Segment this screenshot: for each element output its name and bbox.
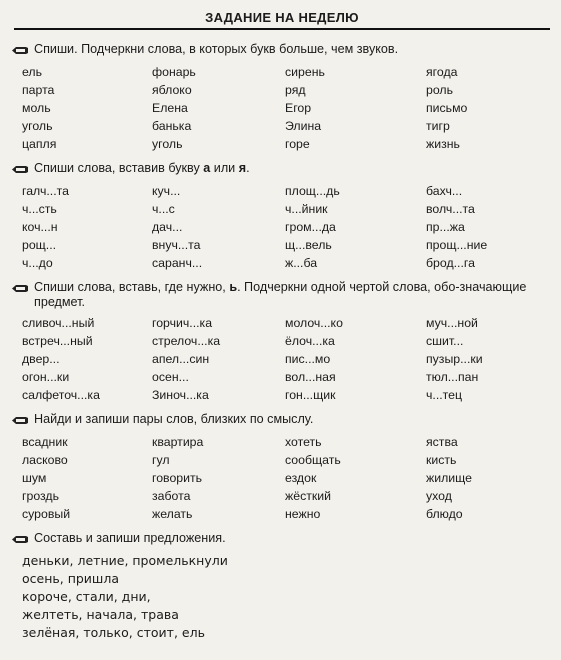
word-item: моль (22, 101, 51, 115)
word-item: кисть (426, 453, 457, 467)
word-item: горчич...ка (152, 316, 213, 330)
word-item: ч...до (22, 256, 53, 270)
exercise-2-word-grid (12, 182, 552, 272)
word-item: осен... (152, 370, 189, 384)
exercise-5 (12, 531, 552, 642)
page-title: ЗАДАНИЕ НА НЕДЕЛЮ (14, 10, 550, 30)
word-item: Егор (285, 101, 312, 115)
exercise-1-instruction-row (12, 42, 552, 59)
sentence-words: короче, стали, дни, (22, 589, 151, 604)
word-item: роль (426, 83, 453, 97)
word-item: ж...ба (285, 256, 318, 270)
word-item: яства (426, 435, 458, 449)
exercise-5-instruction-row (12, 531, 552, 548)
pencil-icon (12, 414, 28, 429)
word-item: сливоч...ный (22, 316, 95, 330)
sentence-words: зелёная, только, стоит, ель (22, 625, 205, 640)
word-item: сшит... (426, 334, 464, 348)
sentence-words: осень, пришла (22, 571, 120, 586)
word-item: фонарь (152, 65, 196, 79)
exercise-3 (12, 280, 552, 404)
worksheet-page (12, 10, 552, 650)
word-item: ель (22, 65, 43, 79)
word-item: ч...тец (426, 388, 463, 402)
pencil-icon (12, 44, 28, 59)
exercise-1-instruction: Спиши. Подчеркни слова, в которых букв больше, чем звуков. (34, 42, 399, 56)
exercise-5-sentence-list (12, 552, 552, 642)
word-item: ласково (22, 453, 68, 467)
pencil-icon (12, 533, 28, 548)
word-item: внуч...та (152, 238, 201, 252)
word-item: дач... (152, 220, 183, 234)
word-item: встреч...ный (22, 334, 93, 348)
word-item: горе (285, 137, 310, 151)
word-item: ч...йник (285, 202, 328, 216)
word-item: апел...син (152, 352, 210, 366)
exercise-4 (12, 412, 552, 523)
word-item: Зиноч...ка (152, 388, 209, 402)
word-item: суровый (22, 507, 71, 521)
exercise-3-instruction-row (12, 280, 552, 310)
word-item: бахч... (426, 184, 463, 198)
word-item: брод...га (426, 256, 475, 270)
word-item: яблоко (152, 83, 192, 97)
word-item: тигр (426, 119, 450, 133)
word-item: ездок (285, 471, 317, 485)
word-item: сирень (285, 65, 325, 79)
word-item: гром...да (285, 220, 336, 234)
word-item: вол...ная (285, 370, 336, 384)
word-item: письмо (426, 101, 468, 115)
exercise-3-instruction (34, 280, 552, 310)
exercise-2 (12, 161, 552, 272)
word-item: парта (22, 83, 55, 97)
word-item: желать (152, 507, 193, 521)
word-item: стрелоч...ка (152, 334, 221, 348)
word-item: куч... (152, 184, 181, 198)
exercise-4-word-grid (12, 433, 552, 523)
word-item: огон...ки (22, 370, 70, 384)
word-item: блюдо (426, 507, 463, 521)
letter-a: а (203, 161, 211, 175)
exercise-1 (12, 42, 552, 153)
exercise-1-word-grid (12, 63, 552, 153)
word-item: двер... (22, 352, 60, 366)
word-item: жизнь (426, 137, 460, 151)
letter-soft-sign: ь (229, 280, 238, 294)
exercise-5-instruction: Составь и запиши предложения. (34, 531, 226, 545)
word-item: ряд (285, 83, 306, 97)
word-item: уход (426, 489, 452, 503)
word-item: ч...сть (22, 202, 57, 216)
word-item: муч...ной (426, 316, 478, 330)
word-item: пузыр...ки (426, 352, 483, 366)
word-item: ч...с (152, 202, 175, 216)
word-item: пис...мо (285, 352, 331, 366)
letter-ya: я (238, 161, 247, 175)
instruction-text: Спиши слова, вставь, где нужно, (34, 280, 230, 294)
instruction-text: . (246, 161, 250, 175)
word-item: шум (22, 471, 47, 485)
word-item: всадник (22, 435, 68, 449)
exercise-2-instruction (34, 161, 552, 176)
word-item: хотеть (285, 435, 322, 449)
pencil-icon (12, 163, 28, 178)
sentence-words: деньки, летние, промелькнули (22, 553, 228, 568)
word-item: рощ... (22, 238, 57, 252)
word-item: цапля (22, 137, 57, 151)
word-item: нежно (285, 507, 321, 521)
instruction-text: . Подчеркни одной чертой слова, обо-значающие предмет. (34, 280, 527, 309)
word-item: галч...та (22, 184, 69, 198)
instruction-text: или (210, 161, 239, 175)
word-item: прощ...ние (426, 238, 488, 252)
word-item: забота (152, 489, 191, 503)
word-item: банька (152, 119, 192, 133)
word-item: салфеточ...ка (22, 388, 100, 402)
word-item: тюл...пан (426, 370, 479, 384)
word-item: коч...н (22, 220, 58, 234)
word-item: волч...та (426, 202, 475, 216)
word-item: уголь (22, 119, 53, 133)
exercise-3-word-grid (12, 314, 552, 404)
instruction-text: Спиши слова, вставив букву (34, 161, 204, 175)
word-item: ягода (426, 65, 458, 79)
word-item: саранч... (152, 256, 203, 270)
word-item: жёсткий (285, 489, 331, 503)
word-item: гул (152, 453, 170, 467)
word-item: гроздь (22, 489, 59, 503)
word-item: уголь (152, 137, 183, 151)
word-item: щ...вель (285, 238, 332, 252)
exercise-4-instruction-row (12, 412, 552, 429)
word-item: ёлоч...ка (285, 334, 335, 348)
word-item: квартира (152, 435, 204, 449)
word-item: говорить (152, 471, 203, 485)
pencil-icon (12, 282, 28, 297)
word-item: Элина (285, 119, 322, 133)
exercise-2-instruction-row (12, 161, 552, 178)
word-item: гон...щик (285, 388, 336, 402)
exercise-4-instruction: Найди и запиши пары слов, близких по смыслу. (34, 412, 314, 426)
word-item: сообщать (285, 453, 341, 467)
word-item: молоч...ко (285, 316, 343, 330)
word-item: Елена (152, 101, 188, 115)
word-item: пр...жа (426, 220, 465, 234)
word-item: жилище (426, 471, 472, 485)
sentence-words: желтеть, начала, трава (22, 607, 179, 622)
word-item: площ...дь (285, 184, 340, 198)
